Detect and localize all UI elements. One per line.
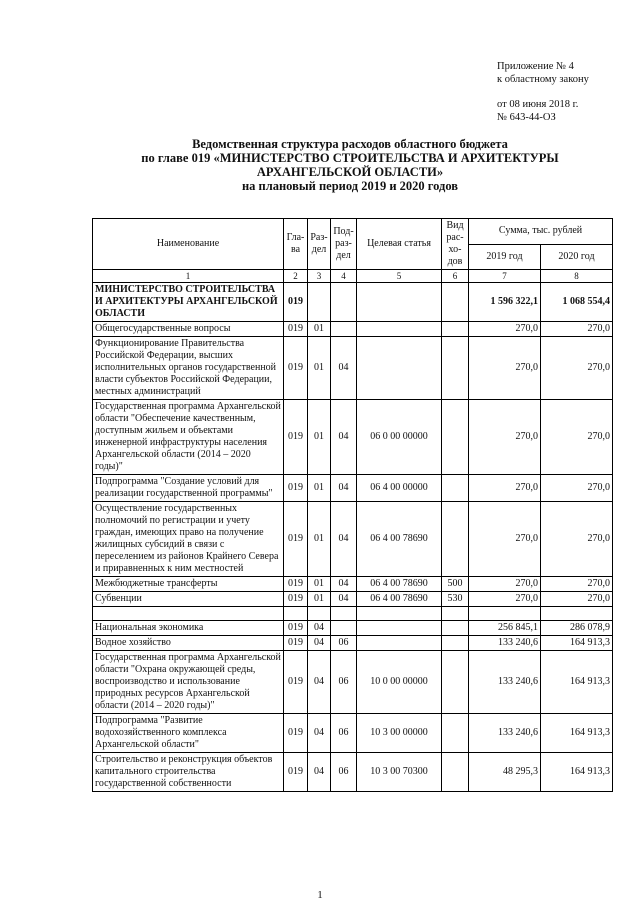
column-number: 6 <box>442 270 469 283</box>
cell-glava: 019 <box>284 577 308 592</box>
cell-y2020: 1 068 554,4 <box>541 283 613 322</box>
cell-razdel: 01 <box>308 400 331 475</box>
table-row <box>93 283 613 322</box>
cell-vr <box>442 714 469 753</box>
cell-vr <box>442 753 469 792</box>
cell-y2019: 270,0 <box>469 502 541 577</box>
cell-vr <box>442 337 469 400</box>
cell-name: Межбюджетные трансферты <box>93 577 284 592</box>
appendix-line: № 643-44-ОЗ <box>497 112 556 123</box>
cell-vr <box>442 475 469 502</box>
cell-cs <box>357 283 442 322</box>
cell-glava: 019 <box>284 337 308 400</box>
column-number: 2 <box>284 270 308 283</box>
cell-glava: 019 <box>284 621 308 636</box>
cell-podrazdel <box>331 607 357 621</box>
cell-razdel: 04 <box>308 636 331 651</box>
cell-vr <box>442 502 469 577</box>
cell-y2019: 1 596 322,1 <box>469 283 541 322</box>
cell-vr <box>442 607 469 621</box>
cell-podrazdel: 04 <box>331 502 357 577</box>
cell-y2020: 270,0 <box>541 322 613 337</box>
cell-razdel: 01 <box>308 337 331 400</box>
cell-y2020 <box>541 607 613 621</box>
cell-y2019: 48 295,3 <box>469 753 541 792</box>
cell-name: МИНИСТЕРСТВО СТРОИТЕЛЬСТВА И АРХИТЕКТУРЫ АРХАНГЕЛЬСКОЙ ОБЛАСТИ <box>93 283 284 322</box>
table-row <box>93 400 613 475</box>
cell-podrazdel <box>331 322 357 337</box>
cell-glava: 019 <box>284 283 308 322</box>
cell-razdel: 04 <box>308 753 331 792</box>
title-line: по главе 019 «МИНИСТЕРСТВО СТРОИТЕЛЬСТВА И АРХИТЕКТУРЫ <box>141 151 559 165</box>
cell-name: Подпрограмма "Развитие водохозяйственного комплекса Архангельской области" <box>93 714 284 753</box>
cell-y2020: 164 913,3 <box>541 651 613 714</box>
cell-cs: 06 4 00 00000 <box>357 475 442 502</box>
table-row <box>93 621 613 636</box>
title-line: на плановый период 2019 и 2020 годов <box>241 179 459 193</box>
cell-razdel: 04 <box>308 621 331 636</box>
cell-podrazdel <box>331 283 357 322</box>
table-row <box>93 502 613 577</box>
column-number: 1 <box>93 270 284 283</box>
cell-y2020: 270,0 <box>541 400 613 475</box>
cell-podrazdel <box>331 621 357 636</box>
cell-y2020: 164 913,3 <box>541 714 613 753</box>
title-line: Ведомственная структура расходов областного бюджета <box>192 137 508 151</box>
column-number: 7 <box>469 270 541 283</box>
header-year-2019: 2019 год <box>469 244 541 270</box>
cell-vr <box>442 636 469 651</box>
cell-vr <box>442 621 469 636</box>
cell-cs <box>357 322 442 337</box>
column-number: 5 <box>357 270 442 283</box>
cell-y2020: 270,0 <box>541 337 613 400</box>
cell-glava: 019 <box>284 322 308 337</box>
cell-vr <box>442 283 469 322</box>
cell-y2019: 133 240,6 <box>469 714 541 753</box>
header-sum: Сумма, тыс. рублей <box>469 219 613 245</box>
cell-y2020: 270,0 <box>541 502 613 577</box>
table-row <box>93 753 613 792</box>
table-row <box>93 651 613 714</box>
cell-cs: 06 4 00 78690 <box>357 592 442 607</box>
cell-y2019: 133 240,6 <box>469 636 541 651</box>
cell-name: Общегосударственные вопросы <box>93 322 284 337</box>
cell-name: Подпрограмма "Создание условий для реализации государственной программы" <box>93 475 284 502</box>
header-razdel: Раз-дел <box>308 219 331 270</box>
cell-razdel: 01 <box>308 592 331 607</box>
cell-y2019: 270,0 <box>469 592 541 607</box>
cell-name: Функционирование Правительства Российской Федерации, высших исполнительных органов государственной власти субъектов Российской Федерации, местных администраций <box>93 337 284 400</box>
cell-y2020: 164 913,3 <box>541 636 613 651</box>
header-glava: Гла-ва <box>284 219 308 270</box>
table-row <box>93 592 613 607</box>
appendix-line: к областному закону <box>497 74 589 85</box>
header-podrazdel: Под-раз-дел <box>331 219 357 270</box>
table-row <box>93 475 613 502</box>
cell-podrazdel: 06 <box>331 651 357 714</box>
cell-y2019 <box>469 607 541 621</box>
cell-y2020: 164 913,3 <box>541 753 613 792</box>
header-target-article: Целевая статья <box>357 219 442 270</box>
cell-name: Строительство и реконструкция объектов капитального строительства государственной собственности <box>93 753 284 792</box>
cell-y2019: 270,0 <box>469 475 541 502</box>
cell-y2019: 270,0 <box>469 577 541 592</box>
cell-name: Осуществление государственных полномочий по регистрации и учету граждан, имеющих право на получение жилищных субсидий в связи с переселением из районов Крайнего Севера и приравненных к ним местностей <box>93 502 284 577</box>
cell-podrazdel: 04 <box>331 577 357 592</box>
cell-name: Субвенции <box>93 592 284 607</box>
cell-name: Водное хозяйство <box>93 636 284 651</box>
cell-razdel: 01 <box>308 577 331 592</box>
cell-vr <box>442 651 469 714</box>
table-row <box>93 577 613 592</box>
cell-glava: 019 <box>284 592 308 607</box>
cell-cs: 10 3 00 70300 <box>357 753 442 792</box>
cell-y2020: 286 078,9 <box>541 621 613 636</box>
cell-name <box>93 607 284 621</box>
cell-podrazdel: 04 <box>331 400 357 475</box>
cell-razdel: 04 <box>308 651 331 714</box>
cell-y2019: 270,0 <box>469 337 541 400</box>
table-row <box>93 636 613 651</box>
header-expense-type: Вид рас-хо-дов <box>442 219 469 270</box>
cell-razdel: 01 <box>308 475 331 502</box>
cell-vr <box>442 400 469 475</box>
column-numbers-row <box>93 270 613 283</box>
cell-y2019: 270,0 <box>469 322 541 337</box>
cell-razdel <box>308 283 331 322</box>
cell-y2020: 270,0 <box>541 577 613 592</box>
cell-razdel: 04 <box>308 714 331 753</box>
appendix-block <box>497 60 589 124</box>
page-number: 1 <box>317 889 323 901</box>
expenditure-table <box>92 218 613 792</box>
appendix-line: от 08 июня 2018 г. <box>497 99 579 110</box>
cell-y2020: 270,0 <box>541 475 613 502</box>
cell-name: Национальная экономика <box>93 621 284 636</box>
cell-cs <box>357 607 442 621</box>
cell-name: Государственная программа Архангельской области "Обеспечение качественным, доступным жильем и объектами инженерной инфраструктуры населения Архангельской области (2014 – 2020 годы)" <box>93 400 284 475</box>
table-body <box>93 283 613 792</box>
cell-cs: 06 0 00 00000 <box>357 400 442 475</box>
cell-glava <box>284 607 308 621</box>
title-line: АРХАНГЕЛЬСКОЙ ОБЛАСТИ» <box>256 165 444 179</box>
header-year-2020: 2020 год <box>541 244 613 270</box>
header-name: Наименование <box>93 219 284 270</box>
cell-podrazdel: 06 <box>331 714 357 753</box>
column-number: 4 <box>331 270 357 283</box>
cell-vr <box>442 322 469 337</box>
cell-y2020: 270,0 <box>541 592 613 607</box>
cell-cs <box>357 621 442 636</box>
document-title <box>60 137 640 193</box>
cell-y2019: 133 240,6 <box>469 651 541 714</box>
cell-razdel <box>308 607 331 621</box>
table-row <box>93 714 613 753</box>
cell-razdel: 01 <box>308 502 331 577</box>
cell-razdel: 01 <box>308 322 331 337</box>
column-number: 8 <box>541 270 613 283</box>
cell-podrazdel: 04 <box>331 337 357 400</box>
table-row <box>93 322 613 337</box>
cell-vr: 500 <box>442 577 469 592</box>
cell-glava: 019 <box>284 400 308 475</box>
cell-podrazdel: 04 <box>331 475 357 502</box>
cell-glava: 019 <box>284 651 308 714</box>
cell-cs: 10 3 00 00000 <box>357 714 442 753</box>
cell-cs: 10 0 00 00000 <box>357 651 442 714</box>
cell-cs <box>357 337 442 400</box>
appendix-line: Приложение № 4 <box>497 61 574 72</box>
cell-cs <box>357 636 442 651</box>
cell-podrazdel: 06 <box>331 636 357 651</box>
cell-y2019: 270,0 <box>469 400 541 475</box>
cell-podrazdel: 06 <box>331 753 357 792</box>
cell-glava: 019 <box>284 502 308 577</box>
cell-name: Государственная программа Архангельской области "Охрана окружающей среды, воспроизводство и использование природных ресурсов Архангельской области (2014 – 2020 годы)" <box>93 651 284 714</box>
table-row <box>93 337 613 400</box>
cell-vr: 530 <box>442 592 469 607</box>
cell-glava: 019 <box>284 475 308 502</box>
column-number: 3 <box>308 270 331 283</box>
cell-glava: 019 <box>284 753 308 792</box>
cell-glava: 019 <box>284 714 308 753</box>
cell-glava: 019 <box>284 636 308 651</box>
cell-cs: 06 4 00 78690 <box>357 502 442 577</box>
cell-y2019: 256 845,1 <box>469 621 541 636</box>
cell-cs: 06 4 00 78690 <box>357 577 442 592</box>
cell-podrazdel: 04 <box>331 592 357 607</box>
table-row <box>93 607 613 621</box>
